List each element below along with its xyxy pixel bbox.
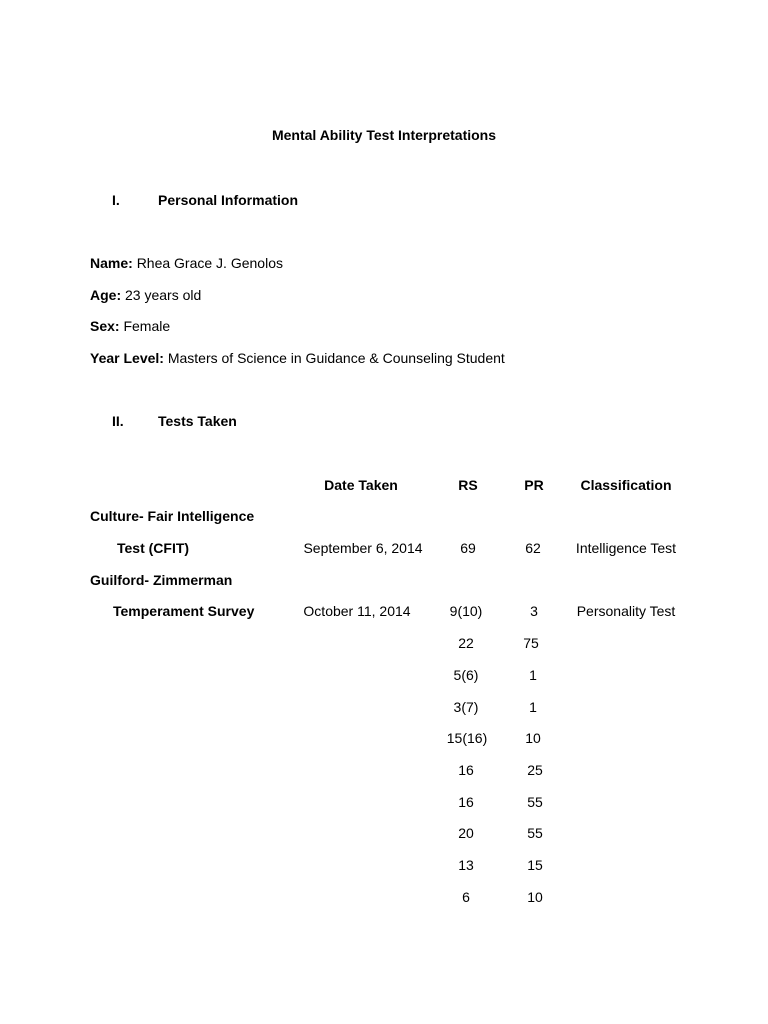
gz-score-rs: 5(6) xyxy=(453,667,479,683)
sex-value: Female xyxy=(123,318,171,334)
year-level-row xyxy=(90,351,505,365)
cfit-pr: 62 xyxy=(525,540,541,556)
age-label: Age: xyxy=(90,287,122,303)
header-date-taken: Date Taken xyxy=(324,477,398,493)
gz-name-line-1: Guilford- Zimmerman xyxy=(90,572,233,588)
gz-score-pr: 10 xyxy=(525,730,541,746)
gz-score-rs: 9(10) xyxy=(449,603,483,619)
cfit-date: September 6, 2014 xyxy=(303,540,423,556)
gz-score-pr: 55 xyxy=(527,825,543,841)
gz-score-pr: 10 xyxy=(527,889,543,905)
gz-score-pr: 55 xyxy=(527,794,543,810)
section-1-number: I. xyxy=(112,192,120,208)
gz-score-rs: 16 xyxy=(458,762,474,778)
gz-score-rs: 15(16) xyxy=(446,730,488,746)
cfit-rs: 69 xyxy=(460,540,476,556)
section-2-number: II. xyxy=(112,413,124,429)
gz-score-pr: 1 xyxy=(529,667,537,683)
sex-row xyxy=(90,319,170,333)
year-level-label: Year Level: xyxy=(90,350,164,366)
name-value: Rhea Grace J. Genolos xyxy=(136,255,283,271)
gz-score-pr: 25 xyxy=(527,762,543,778)
header-rs: RS xyxy=(458,477,478,493)
gz-classification: Personality Test xyxy=(576,603,676,619)
section-1-heading: Personal Information xyxy=(158,192,299,208)
name-row xyxy=(90,256,283,270)
gz-score-rs: 3(7) xyxy=(453,699,479,715)
gz-score-pr: 1 xyxy=(529,699,537,715)
section-2-heading: Tests Taken xyxy=(158,413,237,429)
sex-label: Sex: xyxy=(90,318,120,334)
gz-score-rs: 6 xyxy=(462,889,470,905)
gz-score-pr: 75 xyxy=(523,635,539,651)
gz-score-rs: 22 xyxy=(458,635,474,651)
page-title: Mental Ability Test Interpretations xyxy=(271,127,497,143)
gz-score-rs: 13 xyxy=(458,857,474,873)
cfit-classification: Intelligence Test xyxy=(575,540,677,556)
gz-score-rs: 16 xyxy=(458,794,474,810)
cfit-name-line-1: Culture- Fair Intelligence xyxy=(90,508,255,524)
gz-score-pr: 3 xyxy=(530,603,538,619)
gz-name-line-2: Temperament Survey xyxy=(113,603,255,619)
name-label: Name: xyxy=(90,255,133,271)
gz-date: October 11, 2014 xyxy=(303,603,411,619)
gz-score-pr: 15 xyxy=(527,857,543,873)
age-row xyxy=(90,288,201,302)
gz-score-rs: 20 xyxy=(458,825,474,841)
year-level-value: Masters of Science in Guidance & Counseling Student xyxy=(167,350,505,366)
header-pr: PR xyxy=(524,477,544,493)
cfit-name-line-2: Test (CFIT) xyxy=(117,540,190,556)
header-classification: Classification xyxy=(580,477,672,493)
age-value: 23 years old xyxy=(125,287,202,303)
